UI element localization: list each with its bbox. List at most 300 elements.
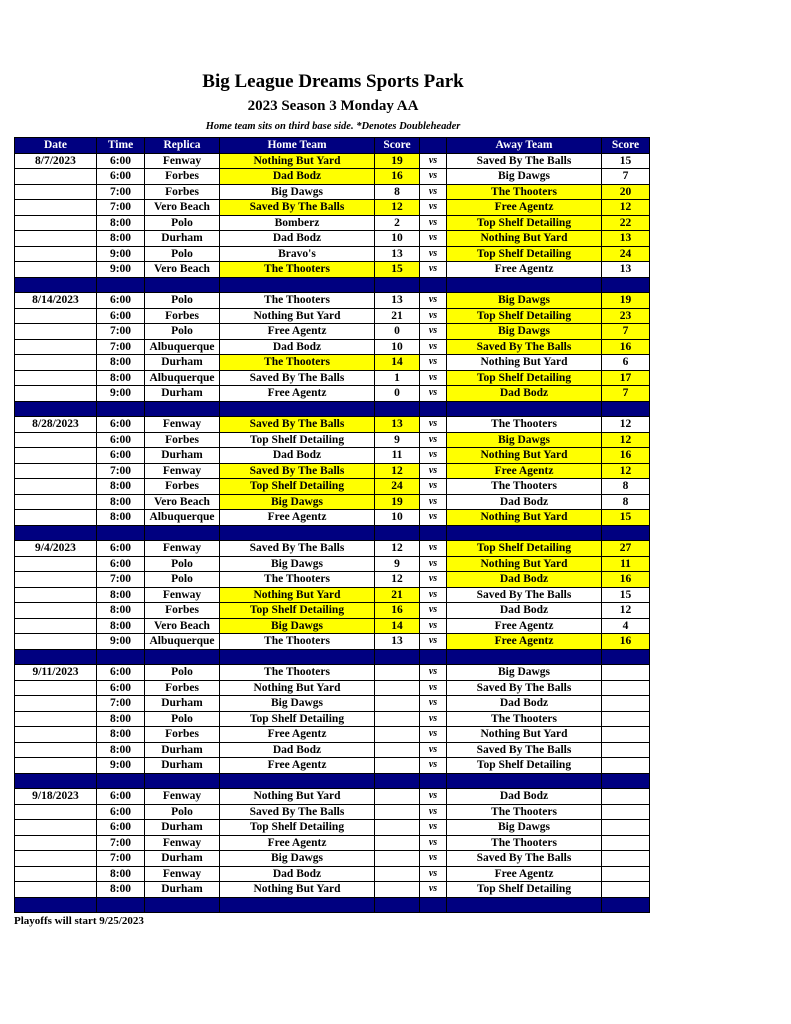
time-cell: 9:00: [97, 262, 145, 278]
date-cell: [15, 215, 97, 231]
replica-cell: Durham: [145, 231, 220, 247]
date-cell: [15, 882, 97, 898]
table-row: [15, 463, 650, 479]
home-team-cell: Top Shelf Detailing: [220, 711, 375, 727]
week-separator: [15, 649, 650, 665]
home-score-cell: 21: [375, 308, 420, 324]
vs-cell: vs: [420, 789, 447, 805]
replica-cell: Albuquerque: [145, 339, 220, 355]
away-score-cell: 16: [602, 634, 650, 650]
date-cell: [15, 246, 97, 262]
home-score-cell: 12: [375, 200, 420, 216]
week-separator: [15, 401, 650, 417]
date-cell: [15, 386, 97, 402]
home-team-cell: Nothing But Yard: [220, 789, 375, 805]
home-score-cell: 12: [375, 463, 420, 479]
separator-cell: [220, 773, 375, 789]
time-cell: 7:00: [97, 572, 145, 588]
away-score-cell: 4: [602, 618, 650, 634]
table-row: [15, 184, 650, 200]
vs-cell: vs: [420, 587, 447, 603]
vs-cell: vs: [420, 758, 447, 774]
date-cell: [15, 200, 97, 216]
table-row: [15, 153, 650, 169]
away-team-cell: Saved By The Balls: [447, 339, 602, 355]
home-score-cell: 9: [375, 432, 420, 448]
replica-cell: Polo: [145, 324, 220, 340]
home-team-cell: Saved By The Balls: [220, 804, 375, 820]
away-score-cell: 15: [602, 153, 650, 169]
separator-cell: [15, 525, 97, 541]
vs-cell: vs: [420, 510, 447, 526]
home-score-cell: 14: [375, 355, 420, 371]
time-cell: 6:00: [97, 448, 145, 464]
separator-cell: [447, 401, 602, 417]
home-team-cell: The Thooters: [220, 355, 375, 371]
replica-cell: Fenway: [145, 866, 220, 882]
separator-cell: [602, 401, 650, 417]
table-row: [15, 510, 650, 526]
home-score-cell: [375, 804, 420, 820]
home-score-cell: [375, 866, 420, 882]
home-team-cell: Big Dawgs: [220, 851, 375, 867]
replica-cell: Vero Beach: [145, 200, 220, 216]
home-score-cell: [375, 665, 420, 681]
separator-cell: [220, 525, 375, 541]
separator-cell: [15, 401, 97, 417]
vs-cell: vs: [420, 355, 447, 371]
time-cell: 8:00: [97, 215, 145, 231]
vs-cell: vs: [420, 463, 447, 479]
away-team-cell: Big Dawgs: [447, 665, 602, 681]
home-team-cell: Free Agentz: [220, 324, 375, 340]
time-cell: 6:00: [97, 789, 145, 805]
time-cell: 6:00: [97, 153, 145, 169]
home-team-cell: Big Dawgs: [220, 696, 375, 712]
home-team-cell: Big Dawgs: [220, 184, 375, 200]
vs-cell: vs: [420, 572, 447, 588]
date-cell: [15, 587, 97, 603]
separator-cell: [602, 897, 650, 913]
vs-cell: vs: [420, 541, 447, 557]
date-cell: [15, 479, 97, 495]
replica-cell: Fenway: [145, 417, 220, 433]
home-score-cell: [375, 758, 420, 774]
table-row: [15, 696, 650, 712]
time-cell: 7:00: [97, 339, 145, 355]
date-cell: [15, 696, 97, 712]
separator-cell: [145, 773, 220, 789]
vs-cell: vs: [420, 184, 447, 200]
vs-cell: vs: [420, 494, 447, 510]
date-cell: [15, 820, 97, 836]
date-cell: [15, 355, 97, 371]
separator-cell: [97, 401, 145, 417]
home-team-cell: Big Dawgs: [220, 494, 375, 510]
vs-cell: vs: [420, 680, 447, 696]
replica-cell: Albuquerque: [145, 370, 220, 386]
table-row: [15, 293, 650, 309]
home-team-cell: Dad Bodz: [220, 339, 375, 355]
home-score-cell: 10: [375, 231, 420, 247]
vs-cell: vs: [420, 169, 447, 185]
vs-cell: vs: [420, 231, 447, 247]
vs-cell: vs: [420, 370, 447, 386]
replica-cell: Durham: [145, 448, 220, 464]
replica-cell: Forbes: [145, 432, 220, 448]
away-score-cell: [602, 851, 650, 867]
replica-cell: Durham: [145, 696, 220, 712]
separator-cell: [375, 773, 420, 789]
time-cell: 8:00: [97, 618, 145, 634]
away-score-cell: [602, 758, 650, 774]
table-row: [15, 603, 650, 619]
home-team-cell: Free Agentz: [220, 510, 375, 526]
separator-cell: [375, 649, 420, 665]
replica-cell: Fenway: [145, 153, 220, 169]
replica-cell: Forbes: [145, 479, 220, 495]
date-cell: [15, 556, 97, 572]
separator-cell: [220, 277, 375, 293]
away-score-cell: 12: [602, 432, 650, 448]
away-team-cell: Dad Bodz: [447, 572, 602, 588]
header-home-team: Home Team: [220, 138, 375, 154]
date-cell: [15, 184, 97, 200]
home-score-cell: 24: [375, 479, 420, 495]
away-team-cell: Big Dawgs: [447, 293, 602, 309]
vs-cell: vs: [420, 804, 447, 820]
time-cell: 6:00: [97, 432, 145, 448]
vs-cell: vs: [420, 479, 447, 495]
away-score-cell: [602, 835, 650, 851]
away-score-cell: [602, 696, 650, 712]
away-score-cell: 16: [602, 572, 650, 588]
replica-cell: Forbes: [145, 727, 220, 743]
table-row: [15, 804, 650, 820]
time-cell: 6:00: [97, 680, 145, 696]
vs-cell: vs: [420, 308, 447, 324]
away-score-cell: [602, 680, 650, 696]
home-score-cell: 16: [375, 603, 420, 619]
away-team-cell: Nothing But Yard: [447, 448, 602, 464]
vs-cell: vs: [420, 293, 447, 309]
away-team-cell: Free Agentz: [447, 463, 602, 479]
vs-cell: vs: [420, 835, 447, 851]
separator-cell: [220, 897, 375, 913]
replica-cell: Durham: [145, 742, 220, 758]
time-cell: 8:00: [97, 231, 145, 247]
home-team-cell: The Thooters: [220, 293, 375, 309]
table-row: [15, 479, 650, 495]
away-score-cell: 7: [602, 324, 650, 340]
away-team-cell: The Thooters: [447, 804, 602, 820]
table-row: [15, 370, 650, 386]
table-row: [15, 789, 650, 805]
table-row: [15, 572, 650, 588]
table-row: [15, 355, 650, 371]
vs-cell: vs: [420, 417, 447, 433]
away-team-cell: Dad Bodz: [447, 494, 602, 510]
date-cell: [15, 572, 97, 588]
separator-cell: [97, 277, 145, 293]
separator-cell: [602, 773, 650, 789]
header-row: [15, 138, 650, 154]
home-score-cell: [375, 851, 420, 867]
table-row: [15, 448, 650, 464]
away-score-cell: 6: [602, 355, 650, 371]
table-row: [15, 417, 650, 433]
replica-cell: Vero Beach: [145, 618, 220, 634]
time-cell: 9:00: [97, 758, 145, 774]
replica-cell: Fenway: [145, 789, 220, 805]
separator-cell: [15, 277, 97, 293]
separator-cell: [447, 897, 602, 913]
date-cell: [15, 618, 97, 634]
away-team-cell: Saved By The Balls: [447, 680, 602, 696]
away-score-cell: 12: [602, 463, 650, 479]
date-cell: [15, 510, 97, 526]
home-score-cell: 12: [375, 572, 420, 588]
home-team-cell: Free Agentz: [220, 386, 375, 402]
vs-cell: vs: [420, 153, 447, 169]
away-team-cell: The Thooters: [447, 184, 602, 200]
replica-cell: Durham: [145, 758, 220, 774]
away-score-cell: 19: [602, 293, 650, 309]
replica-cell: Forbes: [145, 169, 220, 185]
replica-cell: Polo: [145, 665, 220, 681]
away-score-cell: [602, 866, 650, 882]
separator-cell: [375, 277, 420, 293]
home-score-cell: 11: [375, 448, 420, 464]
header-vs: [420, 138, 447, 154]
time-cell: 8:00: [97, 711, 145, 727]
table-row: [15, 246, 650, 262]
home-score-cell: [375, 789, 420, 805]
away-team-cell: The Thooters: [447, 835, 602, 851]
home-team-cell: Top Shelf Detailing: [220, 479, 375, 495]
home-score-cell: 19: [375, 153, 420, 169]
time-cell: 8:00: [97, 882, 145, 898]
vs-cell: vs: [420, 246, 447, 262]
vs-cell: vs: [420, 432, 447, 448]
home-team-cell: Free Agentz: [220, 758, 375, 774]
date-cell: 8/7/2023: [15, 153, 97, 169]
table-row: [15, 665, 650, 681]
home-team-cell: Top Shelf Detailing: [220, 432, 375, 448]
away-team-cell: Top Shelf Detailing: [447, 882, 602, 898]
home-score-cell: 14: [375, 618, 420, 634]
replica-cell: Fenway: [145, 835, 220, 851]
vs-cell: vs: [420, 386, 447, 402]
page-title: Big League Dreams Sports Park: [202, 71, 464, 92]
away-score-cell: 24: [602, 246, 650, 262]
away-team-cell: Nothing But Yard: [447, 231, 602, 247]
vs-cell: vs: [420, 262, 447, 278]
vs-cell: vs: [420, 618, 447, 634]
page-subtitle: 2023 Season 3 Monday AA: [247, 98, 419, 114]
vs-cell: vs: [420, 696, 447, 712]
replica-cell: Polo: [145, 246, 220, 262]
away-team-cell: Dad Bodz: [447, 696, 602, 712]
schedule-body: [15, 153, 650, 913]
date-cell: [15, 339, 97, 355]
header-home-score: Score: [375, 138, 420, 154]
separator-cell: [220, 649, 375, 665]
date-cell: [15, 448, 97, 464]
home-team-cell: Bomberz: [220, 215, 375, 231]
date-cell: [15, 169, 97, 185]
date-cell: [15, 370, 97, 386]
time-cell: 8:00: [97, 494, 145, 510]
time-cell: 7:00: [97, 324, 145, 340]
away-team-cell: Nothing But Yard: [447, 556, 602, 572]
home-team-cell: Top Shelf Detailing: [220, 603, 375, 619]
home-team-cell: Free Agentz: [220, 727, 375, 743]
table-row: [15, 308, 650, 324]
home-score-cell: 13: [375, 634, 420, 650]
home-team-cell: Dad Bodz: [220, 169, 375, 185]
home-score-cell: 13: [375, 417, 420, 433]
time-cell: 6:00: [97, 820, 145, 836]
away-team-cell: Saved By The Balls: [447, 742, 602, 758]
away-team-cell: The Thooters: [447, 417, 602, 433]
away-team-cell: Top Shelf Detailing: [447, 215, 602, 231]
date-cell: [15, 851, 97, 867]
replica-cell: Polo: [145, 711, 220, 727]
table-row: [15, 215, 650, 231]
home-score-cell: 21: [375, 587, 420, 603]
table-row: [15, 680, 650, 696]
time-cell: 6:00: [97, 665, 145, 681]
replica-cell: Fenway: [145, 463, 220, 479]
separator-cell: [447, 773, 602, 789]
week-separator: [15, 277, 650, 293]
away-score-cell: [602, 727, 650, 743]
away-team-cell: Free Agentz: [447, 634, 602, 650]
date-cell: [15, 432, 97, 448]
date-cell: [15, 866, 97, 882]
separator-cell: [420, 277, 447, 293]
time-cell: 6:00: [97, 169, 145, 185]
date-cell: [15, 711, 97, 727]
time-cell: 6:00: [97, 804, 145, 820]
away-score-cell: 13: [602, 262, 650, 278]
time-cell: 7:00: [97, 463, 145, 479]
time-cell: 8:00: [97, 355, 145, 371]
away-team-cell: Free Agentz: [447, 200, 602, 216]
time-cell: 6:00: [97, 417, 145, 433]
away-team-cell: Free Agentz: [447, 618, 602, 634]
vs-cell: vs: [420, 820, 447, 836]
home-score-cell: 0: [375, 386, 420, 402]
separator-cell: [375, 401, 420, 417]
away-score-cell: [602, 665, 650, 681]
date-cell: [15, 804, 97, 820]
home-team-cell: Saved By The Balls: [220, 370, 375, 386]
time-cell: 6:00: [97, 308, 145, 324]
separator-cell: [145, 897, 220, 913]
away-score-cell: [602, 789, 650, 805]
separator-cell: [420, 525, 447, 541]
replica-cell: Polo: [145, 293, 220, 309]
time-cell: 8:00: [97, 587, 145, 603]
home-team-cell: Saved By The Balls: [220, 541, 375, 557]
home-score-cell: 16: [375, 169, 420, 185]
away-team-cell: Top Shelf Detailing: [447, 541, 602, 557]
home-score-cell: [375, 835, 420, 851]
table-row: [15, 820, 650, 836]
separator-cell: [602, 525, 650, 541]
away-team-cell: Big Dawgs: [447, 820, 602, 836]
away-team-cell: Saved By The Balls: [447, 851, 602, 867]
home-score-cell: 8: [375, 184, 420, 200]
home-team-cell: Nothing But Yard: [220, 587, 375, 603]
time-cell: 7:00: [97, 835, 145, 851]
home-score-cell: 9: [375, 556, 420, 572]
time-cell: 7:00: [97, 200, 145, 216]
home-team-cell: Dad Bodz: [220, 742, 375, 758]
vs-cell: vs: [420, 882, 447, 898]
replica-cell: Fenway: [145, 587, 220, 603]
date-cell: [15, 680, 97, 696]
away-team-cell: The Thooters: [447, 479, 602, 495]
time-cell: 8:00: [97, 603, 145, 619]
away-team-cell: Nothing But Yard: [447, 510, 602, 526]
time-cell: 8:00: [97, 370, 145, 386]
date-cell: 8/28/2023: [15, 417, 97, 433]
table-row: [15, 541, 650, 557]
home-score-cell: 1: [375, 370, 420, 386]
time-cell: 7:00: [97, 851, 145, 867]
away-team-cell: The Thooters: [447, 711, 602, 727]
replica-cell: Forbes: [145, 308, 220, 324]
replica-cell: Durham: [145, 851, 220, 867]
separator-cell: [220, 401, 375, 417]
vs-cell: vs: [420, 200, 447, 216]
separator-cell: [447, 277, 602, 293]
away-team-cell: Saved By The Balls: [447, 587, 602, 603]
replica-cell: Durham: [145, 355, 220, 371]
replica-cell: Forbes: [145, 680, 220, 696]
home-team-cell: Big Dawgs: [220, 618, 375, 634]
away-team-cell: Big Dawgs: [447, 169, 602, 185]
away-score-cell: 27: [602, 541, 650, 557]
vs-cell: vs: [420, 866, 447, 882]
home-team-cell: Nothing But Yard: [220, 308, 375, 324]
away-score-cell: 16: [602, 339, 650, 355]
replica-cell: Vero Beach: [145, 494, 220, 510]
away-score-cell: [602, 882, 650, 898]
separator-cell: [375, 897, 420, 913]
away-team-cell: Top Shelf Detailing: [447, 370, 602, 386]
home-score-cell: [375, 696, 420, 712]
separator-cell: [145, 649, 220, 665]
away-score-cell: 7: [602, 169, 650, 185]
time-cell: 7:00: [97, 184, 145, 200]
replica-cell: Polo: [145, 804, 220, 820]
away-score-cell: 22: [602, 215, 650, 231]
away-score-cell: 13: [602, 231, 650, 247]
home-score-cell: 13: [375, 293, 420, 309]
table-row: [15, 262, 650, 278]
away-score-cell: [602, 742, 650, 758]
home-team-cell: Nothing But Yard: [220, 680, 375, 696]
away-score-cell: [602, 711, 650, 727]
home-score-cell: 12: [375, 541, 420, 557]
separator-cell: [97, 897, 145, 913]
time-cell: 6:00: [97, 541, 145, 557]
home-team-cell: Free Agentz: [220, 835, 375, 851]
